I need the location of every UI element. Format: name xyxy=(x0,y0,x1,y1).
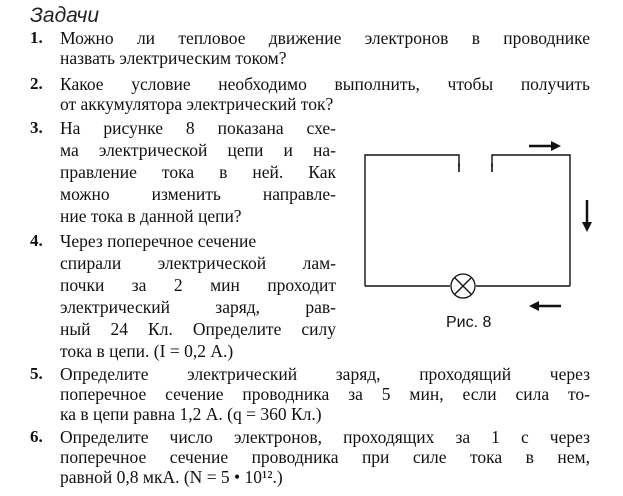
problem-text: Определите число электронов, проходящих за 1 с через xyxy=(60,427,590,447)
problem-number: 1. xyxy=(30,28,43,47)
problem-text: спирали электрической лам- xyxy=(60,253,336,273)
problem-text: поперечное сечение проводника за 5 мин, если сила то- xyxy=(60,384,590,404)
problem-number: 5. xyxy=(30,364,43,383)
problem-text: Какое условие необходимо выполнить, чтобы получить xyxy=(60,74,590,94)
problem-text: тока в цепи. (I = 0,2 А.) xyxy=(60,341,234,361)
lamp-symbol xyxy=(451,274,475,298)
problem-text: поперечное сечение проводника при силе тока в нем, xyxy=(60,447,590,467)
circuit-wire xyxy=(492,155,570,286)
page-title: Задачи xyxy=(30,4,99,27)
problem-text: ма электрической цепи и на- xyxy=(60,140,336,160)
problem-number: 2. xyxy=(30,74,43,93)
problem-text: ный 24 Кл. Определите силу xyxy=(60,319,336,339)
figure-caption: Рис. 8 xyxy=(446,314,492,331)
problem-number: 6. xyxy=(30,427,43,446)
problem-text: ние тока в данной цепи? xyxy=(60,206,242,226)
problem-number: 4. xyxy=(30,231,43,250)
current-arrow-down xyxy=(582,200,592,232)
problem-text: ка в цепи равна 1,2 А. (q = 360 Кл.) xyxy=(60,404,322,424)
problem-number: 3. xyxy=(30,118,43,137)
problem-text: от аккумулятора электрический ток? xyxy=(60,94,334,114)
problem-text: электрический заряд, рав- xyxy=(60,297,336,317)
problem-text: назвать электрическим током? xyxy=(60,48,287,68)
problem-text: можно изменить направле- xyxy=(60,184,336,204)
problem-text: правление тока в ней. Как xyxy=(60,162,336,182)
problem-text: Определите электрический заряд, проходящий через xyxy=(60,364,590,384)
problem-text: равной 0,8 мкА. (N = 5 • 10¹².) xyxy=(60,467,283,487)
current-arrow-left xyxy=(529,301,561,311)
problem-text: Через поперечное сечение xyxy=(60,231,257,251)
problem-text: На рисунке 8 показана схе- xyxy=(60,118,336,138)
circuit-wire xyxy=(365,155,459,286)
circuit-diagram xyxy=(355,130,605,330)
current-arrow-right xyxy=(529,141,561,151)
problem-text: Можно ли тепловое движение электронов в проводнике xyxy=(60,28,590,48)
problem-text: почки за 2 мин проходит xyxy=(60,275,336,295)
